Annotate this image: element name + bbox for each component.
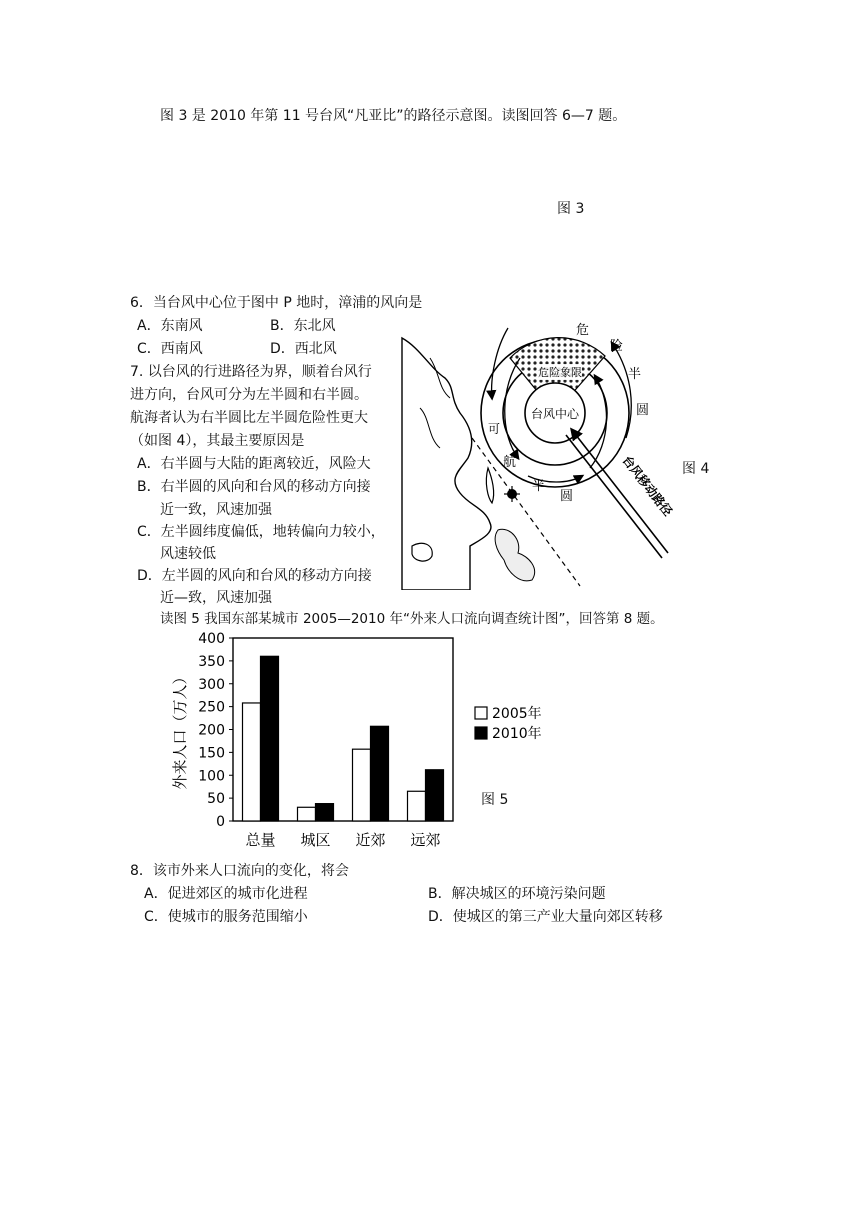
left-half-char: 半 [532,479,546,494]
q7-option-a: A．右半圆与大陆的距离较近，风险大 [137,456,371,472]
bar-2005 [408,791,426,821]
fig5-caption: 图 5 [481,792,509,808]
y-axis-label: 外来人口（万人） [171,669,189,790]
bar-2005 [243,703,261,821]
q6-option-c: C．西南风 [137,341,203,357]
q8-stem: 8．该市外来人口流向的变化，将会 [130,863,349,879]
typhoon-diagram [400,318,692,590]
right-half-char: 险 [610,339,624,354]
y-tick-label: 200 [198,722,225,739]
q8-option-d: D．使城区的第三产业大量向郊区转移 [428,909,663,925]
q7-stem-line: 航海者认为右半圆比左半圆危险性更大 [130,410,368,426]
fig3-intro-text: 图 3 是 2010 年第 11 号台风“凡亚比”的路径示意图。读图回答 6—7 题。 [160,108,627,124]
category-label: 总量 [245,831,276,849]
left-half-char: 可 [488,422,501,436]
wind-arrow [590,376,606,468]
q6-stem: 6．当台风中心位于图中 P 地时，漳浦的风向是 [130,295,423,311]
fig4-caption: 图 4 [682,461,710,477]
category-label: 近郊 [355,831,386,849]
y-tick-label: 300 [198,676,225,693]
q7-stem-line: 7. 以台风的行进路径为界，顺着台风行 [130,364,372,380]
y-tick-label: 0 [216,814,225,830]
bar-2010 [426,770,444,821]
danger-zone-label: 危险象限 [538,366,582,379]
category-label: 城区 [300,831,331,849]
y-tick-label: 400 [198,631,225,647]
population-bar-chart [165,628,565,860]
island-hainan [412,543,432,561]
q7-option-b-cont: 近一致，风速加强 [160,502,272,518]
right-half-char: 圆 [636,403,650,418]
fig5-intro-text: 读图 5 我国东部某城市 2005—2010 年“外来人口流向调查统计图”，回答第 8 题。 [160,611,664,627]
bar-2005 [298,807,316,821]
left-half-char: 圆 [560,489,574,504]
q7-option-c: C．左半圆纬度偏低，地转偏向力较小， [137,524,385,540]
q8-option-b: B．解决城区的环境污染问题 [428,886,606,902]
y-tick-label: 250 [198,699,225,716]
legend-swatch [475,707,487,719]
y-tick-label: 100 [198,768,225,785]
island-philippines [495,529,535,581]
y-tick-label: 150 [198,745,225,762]
legend-label: 2005年 [492,706,542,722]
legend-swatch [475,727,487,739]
q6-option-d: D．西北风 [270,341,337,357]
right-half-char: 危 [576,323,590,338]
q8-option-c: C．使城市的服务范围缩小 [144,909,308,925]
left-half-char: 航 [503,455,517,470]
q7-stem-line: （如图 4），其最主要原因是 [130,433,305,449]
bar-2010 [371,726,389,821]
q6-option-b: B．东北风 [270,318,336,334]
fig3-caption: 图 3 [557,201,585,217]
island-taiwan [486,468,493,503]
q7-option-d-cont: 近—致，风速加强 [160,590,272,606]
coastline [402,338,491,590]
y-tick-label: 50 [207,791,225,808]
q6-option-a: A．东南风 [137,318,203,334]
q7-option-d: D．左半圆的风向和台风的移动方向接 [137,568,372,584]
q7-stem-line: 进方向，台风可分为左半圆和右半圆。 [130,387,368,403]
coastline-inner [420,358,450,448]
right-half-char: 半 [628,367,642,382]
bar-2010 [261,656,279,821]
bar-2005 [353,749,371,821]
q7-option-c-cont: 风速较低 [160,546,216,562]
movement-path-label: 台风移动路径 [619,453,676,519]
typhoon-center-label: 台风中心 [530,407,580,421]
bar-2010 [316,804,334,821]
category-label: 远郊 [410,831,441,849]
legend-label: 2010年 [492,726,542,742]
q8-option-a: A．促进郊区的城市化进程 [144,886,308,902]
y-tick-label: 350 [198,653,225,670]
q7-option-b: B．右半圆的风向和台风的移动方向接 [137,479,371,495]
